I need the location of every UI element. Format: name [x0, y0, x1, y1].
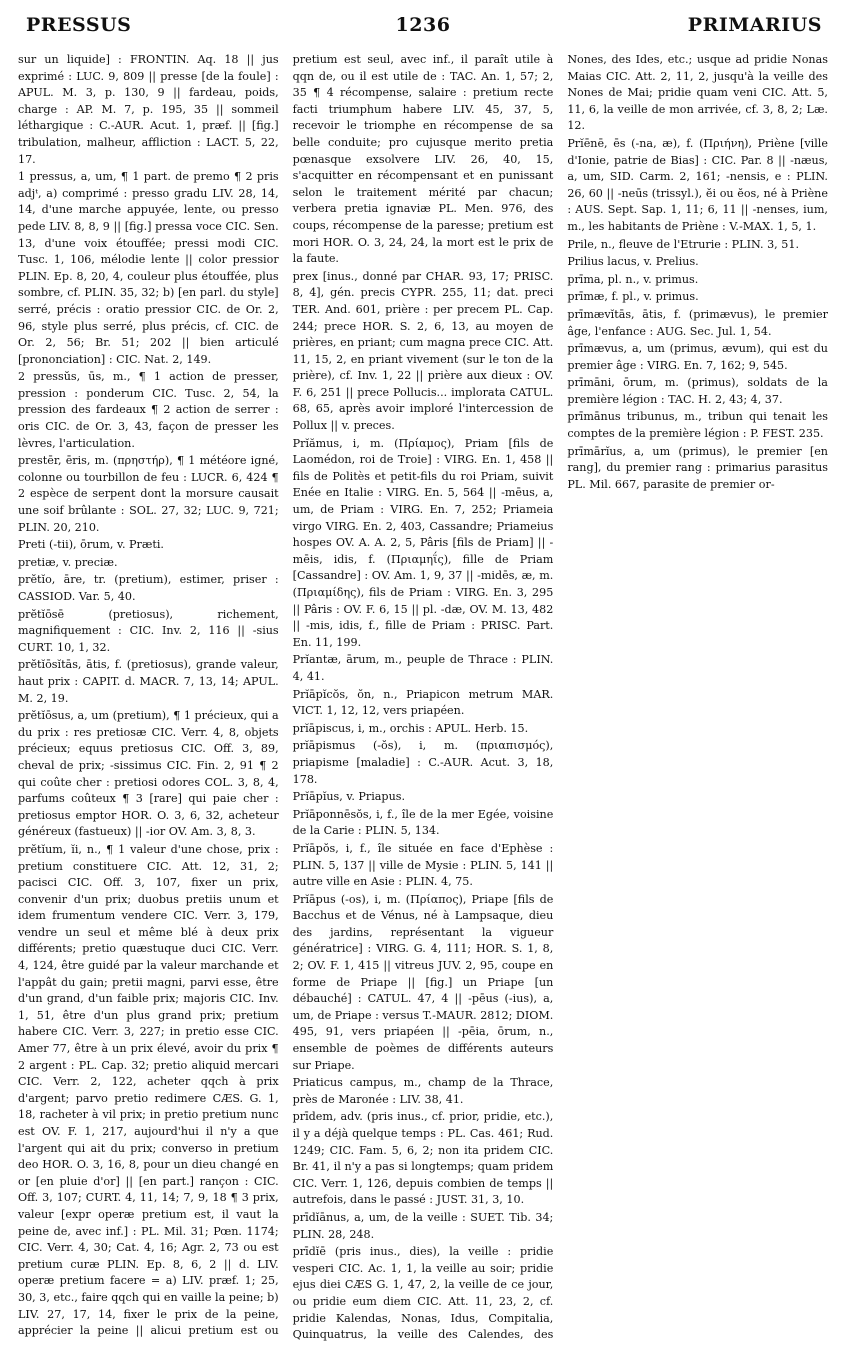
dictionary-entry: prex [inus., donné par CHAR. 93, 17; PRISC. 8, 4], gén. precis CYPR. 255, 11; dat. preci TER. And. 601, prière : per precem PL. Cap. 244; prece HOR. S. 2, 6, 13, au moyen de prières, en priant; cum magna prece CIC. Att. 11, 15, 2, en priant vivement (sur le ton de la prière), cf. Inv. 1, 22 || prière aux dieux : OV. F. 6, 251 || prece Pollucis... implorata CATUL. 68, 65, après avoir imploré l'intercession de Pollux || v. preces. — [292, 269, 554, 433]
page-header — [18, 12, 828, 46]
dictionary-entry: prīmāni, ōrum, m. (primus), soldats de la première légion : TAC. H. 2, 43; 4, 37. — [567, 376, 828, 406]
dictionary-entry: prīdĭānus, a, um, de la veille : SUET. Tib. 34; PLIN. 28, 248. — [292, 1210, 554, 1241]
dictionary-entry: prĭāpiscus, i, m., orchis : APUL. Herb. 15. — [292, 721, 529, 735]
dictionary-entry: prīmæ, f. pl., v. primus. — [567, 290, 699, 304]
dictionary-entry: prīmārĭus, a, um (primus), le premier [en rang], du premier rang : primarius parasitus PL. Mil. 667, parasite de premier or- — [567, 444, 828, 491]
dictionary-entry: Prĭāpĭcŏs, ŏn, n., Priapicon metrum MAR. VICT. 1, 12, 12, vers priapéen. — [292, 687, 554, 718]
right-running-headword: PRIMARIUS — [687, 14, 822, 36]
dictionary-columns — [18, 52, 828, 1352]
dictionary-entry: prĕtĭōsĭtās, ātis, f. (pretiosus), grande valeur, haut prix : CAPIT. d. MACR. 7, 13, 14; APUL. M. 2, 19. — [18, 658, 279, 705]
dictionary-entry: prĕtĭōsē (pretiosus), richement, magnifiquement : CIC. Inv. 2, 116 || -sius CURT. 10, 1, 32. — [18, 607, 279, 654]
dictionary-entry: prĭāpismus (-ŏs), i, m. (πριαπισμός), priapisme [maladie] : C.-AUR. Acut. 3, 18, 178. — [292, 739, 554, 786]
dictionary-entry: prīmævus, a, um (primus, ævum), qui est du premier âge : VIRG. En. 7, 162; 9, 545. — [567, 342, 828, 372]
dictionary-entry: Prĭēnē, ēs (-na, æ), f. (Πριήνη), Priène [ville d'Ionie, patrie de Bias] : CIC. Par. 8 || -næus, a, um, SID. Carm. 2, 161; -nensis, e : PLIN. 26, 60 || -neūs (trissyl.), ĕi ou ĕos, né à Priène : AUS. Sept. Sap. 1, 11; 6, 11 || -nenses, ium, m., les habitants de Priène : V.-MAX. 1, 5, 1. — [567, 136, 828, 233]
dictionary-entry: Prĭāpŏs, i, f., île située en face d'Ephèse : PLIN. 5, 137 || ville de Mysie : PLIN. 5, 141 || autre ville en Asie : PLIN. 4, 75. — [292, 841, 554, 889]
dictionary-entry: Prilius lacus, v. Prelius. — [567, 255, 699, 269]
dictionary-entry: prīdem, adv. (pris inus., cf. prior, pridie, etc.), il y a déjà quelque temps : PL. Cas. 461; Rud. 1249; CIC. Fam. 5, 6, 2; non ita pridem CIC. Br. 41, il n'y a pas si longtemps; quam pridem CIC. Verr. 1, 126, depuis combien de temps || autrefois, dans le passé : JUST. 31, 3, 10. — [292, 1110, 554, 1207]
dictionary-entry: prĕtĭum, ĭi, n., ¶ 1 valeur d'une chose, prix : pretium constituere CIC. Att. 12, 31, 2; pacisci CIC. Off. 3, 107, fixer un prix, convenir d'un prix; duobus pretiis unum et idem frumentum vendere CIC. Verr. 3, 179, vendre un seul et même blé à deux prix différents; pretio quæstuque duci CIC. Verr. 4, 124, être guidé par la valeur marchande et l'appât du gain; pretii magni, parvi esse, être d'un grand, d'un faible prix; majoris CIC. Inv. 1, 51, être d'un plus grand prix; pretium habere CIC. Verr. 3, 227; in pretio esse CIC. Amer 77, être à un prix élevé, avoir du prix ¶ 2 argent : PL. Cap. 32; pretio aliquid mercari CIC. Verr. 2, 122, acheter qqch à prix d'argent; parvo pretio redimere CÆS. G. 1, 18, racheter à vil prix; in pretio pretium nunc est OV. F. 1, 217, aujourd'hui il n'y a que l'argent qui ait du prix; converso in pretium deo HOR. O. 3, 16, 8, pour un dieu changé en or [en pluie d'or] || [en part.] rançon : CIC. Off. 3, 107; CURT. 4, 11, 14; 7, 9, 18 ¶ 3 prix, valeur [expr operæ pretium est, il vaut la peine de, avec inf.] : PL. Mil. 31; Pœn. 1174; CIC. Verr. 4, 30; Cat. 4, 16; Agr. 2, 73 ou est pretium curæ PLIN. Ep. 8, 6, 2 || d. LIV. operæ pretium facere = a) LIV. præf. 1; 25, 30, 3, etc., faire qqch qui en vaille la peine; b) LIV. 27, 17, 14, fixer le prix de la peine, apprécier la peine || alicui pretium est ou pretium est seul, avec inf., il paraît utile à qqn de, ou il est utile de : TAC. An. 1, 57; 2, 35 ¶ 4 récompense, salaire : pretium recte facti triumphum habere LIV. 45, 37, 5, recevoir le triomphe en récompense de sa belle conduite; pro cujusque merito pretia pœnasque exsolvere LIV. 26, 40, 15, s'acquitter en récompensant et en punissant selon le traitement mérité par chacun; verbera pretia ignaviæ PL. Men. 976, des coups, récompense de la paresse; pretium est mori HOR. O. 3, 24, 24, la mort est le prix de la faute. — [18, 53, 554, 1338]
dictionary-entry: Prĭămus, i, m. (Πρίαμος), Priam [fils de Laomédon, roi de Troie] : VIRG. En. 1, 458 || fils de Politès et petit-fils du roi Priam, suivit Enée en Italie : VIRG. En. 5, 564 || -mēus, a, um, de Priam : VIRG. En. 7, 252; Priameia virgo VIRG. En. 2, 403, Cassandre; Priameius hospes OV. A. A. 2, 5, Pâris [fils de Priam] || -mēis, idis, f. (Πριαμηΐς), fille de Priam [Cassandre] : OV. Am. 1, 9, 37 || -midēs, æ, m. (Πριαμίδης), fils de Priam : VIRG. En. 3, 295 || Pâris : OV. F. 6, 15 || pl. -dæ, OV. M. 13, 482 || -mis, idis, f., fille de Priam : PRISC. Part. En. 11, 199. — [292, 436, 554, 649]
dictionary-entry: prīma, pl. n., v. primus. — [567, 272, 699, 286]
dictionary-entry: prīdĭē (pris inus., dies), la veille : pridie vesperi CIC. Ac. 1, 1, la veille au soir; pridie ejus diei CÆS G. 1, 47, 2, la veille de ce jour, ou pridie eum diem CIC. Att. 11, 23, 2, cf. pridie Kalendas, Nonas, Idus, Compitalia, Quinquatrus, la veille des Calendes, des Nones, des Ides, etc.; usque ad pridie Nonas Maias CIC. Att. 2, 11, 2, jusqu'à la veille des Nones de Mai; pridie quam veni CIC. Att. 5, 11, 6, la veille de mon arrivée, cf. 3, 8, 2; Læ. 12. — [292, 53, 828, 1342]
dictionary-entry: Priaticus campus, m., champ de la Thrace, près de Maronée : LIV. 38, 41. — [292, 1076, 554, 1106]
dictionary-entry: Prĭantæ, ārum, m., peuple de Thrace : PLIN. 4, 41. — [292, 653, 554, 683]
dictionary-entry: prĕtĭōsus, a, um (pretium), ¶ 1 précieux, qui a du prix : res pretiosæ CIC. Verr. 4, 8, objets précieux; equus pretiosus CIC. Off. 3, 89, cheval de prix; -sissimus CIC. Fin. 2, 91 ¶ 2 qui coûte cher : pretiosi odores COL. 3, 8, 4, parfums coûteux ¶ 3 [rare] qui paie cher : pretiosus emptor HOR. O. 3, 6, 32, acheteur généreux (fastueux) || -ior OV. Am. 3, 8, 3. — [18, 709, 279, 839]
dictionary-entry: prestēr, ēris, m. (πρηστήρ), ¶ 1 météore igné, colonne ou tourbillon de feu : LUCR. 6, 424 ¶ 2 espèce de serpent dont la morsure causait une soif brûlante : SOL. 27, 32; LUC. 9, 721; PLIN. 20, 210. — [18, 454, 279, 534]
dictionary-entry: Prĭāpus (-os), i, m. (Πρίαπος), Priape [fils de Bacchus et de Vénus, né à Lampsaque, dieu des jardins, représentant la vigueur génératrice] : VIRG. G. 4, 111; HOR. S. 1, 8, 2; OV. F. 1, 415 || vitreus JUV. 2, 95, coupe en forme de Priape || [fig.] un Priape [un débauché] : CATUL. 47, 4 || -pēus (-ius), a, um, de Priape : versus T.-MAUR. 2812; DIOM. 495, 91, vers priapéen || -pēia, ōrum, n., ensemble de poèmes de différents auteurs sur Priape. — [292, 892, 554, 1072]
dictionary-entry: Prĭāponnēsŏs, i, f., île de la mer Egée, voisine de la Carie : PLIN. 5, 134. — [292, 807, 554, 838]
page-number: 1236 — [395, 14, 451, 36]
dictionary-entry: prīmævĭtās, ātis, f. (primævus), le premier âge, l'enfance : AUG. Sec. Jul. 1, 54. — [567, 307, 828, 338]
dictionary-entry: Prile, n., fleuve de l'Etrurie : PLIN. 3, 51. — [567, 237, 799, 251]
dictionary-entry: pretiæ, v. preciæ. — [18, 555, 118, 569]
dictionary-entry: Preti (-tii), ōrum, v. Præti. — [18, 538, 164, 552]
dictionary-entry: Prĭāpĭus, v. Priapus. — [292, 790, 405, 804]
dictionary-entry: prīmānus tribunus, m., tribun qui tenait les comptes de la première légion : P. FEST. 235. — [567, 410, 828, 441]
dictionary-entry: 1 pressus, a, um, ¶ 1 part. de premo ¶ 2 pris adjᵗ, a) comprimé : presso gradu LIV. 28, 14, 14, d'une marche appuyée, lente, ou presso pede LIV. 8, 8, 9 || [fig.] pressa voce CIC. Sen. 13, d'une voix étouffée; pressi modi CIC. Tusc. 1, 106, mélodie lente || color pressior PLIN. Ep. 8, 20, 4, couleur plus étouffée, plus sombre, cf. PLIN. 35, 32; b) [en parl. du style] serré, précis : oratio pressior CIC. de Or. 2, 96, style plus serré, plus précis, cf. CIC. de Or. 2, 56; Br. 51; 202 || bien articulé [prononciation] : CIC. Nat. 2, 149. — [18, 170, 279, 366]
dictionary-entry: sur un liquide] : FRONTIN. Aq. 18 || jus exprimé : LUC. 9, 809 || presse [de la foule] : APUL. M. 3, p. 130, 9 || fardeau, poids, charge : AP. M. 7, p. 195, 35 || sommeil léthargique : C.-AUR. Acut. 1, præf. || [fig.] tribulation, malheur, affliction : LACT. 5, 22, 17. — [18, 53, 279, 166]
dictionary-entry: 2 pressŭs, ūs, m., ¶ 1 action de presser, pression : ponderum CIC. Tusc. 2, 54, la pression des fardeaux ¶ 2 action de serrer : oris CIC. de Or. 3, 43, façon de presser les lèvres, l'articulation. — [18, 370, 279, 450]
left-running-headword: PRESSUS — [26, 14, 132, 36]
dictionary-entry: prĕtĭo, āre, tr. (pretium), estimer, priser : CASSIOD. Var. 5, 40. — [18, 573, 279, 603]
